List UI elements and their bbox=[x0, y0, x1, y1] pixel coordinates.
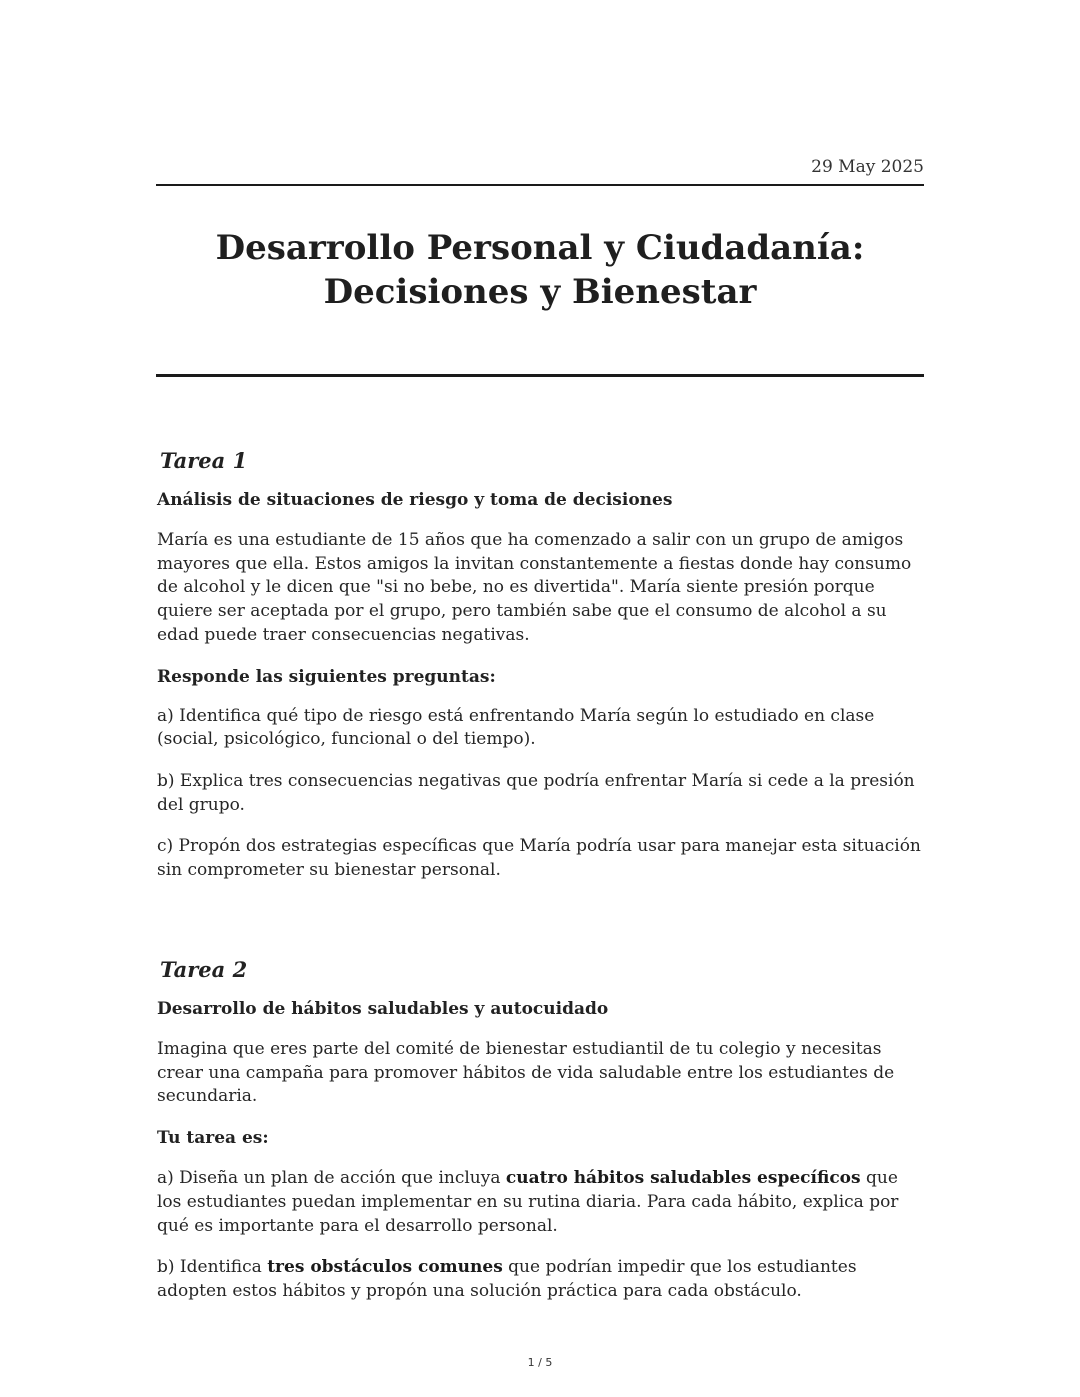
page-number: 1 / 5 bbox=[527, 1356, 553, 1369]
task-2-question-b-emphasis: tres obstáculos comunes bbox=[267, 1257, 503, 1278]
task-2-question-b-text-end: que podrían impedir que los estudiantes adopten estos hábitos y propón una solución práctica para cada obstáculo. bbox=[157, 1257, 857, 1301]
task-1-question-c: c) Propón dos estrategias específicas que María podría usar para manejar esta situación sin comprometer su bienestar personal. bbox=[157, 836, 921, 881]
task-1-question-b: b) Explica tres consecuencias negativas que podría enfrentar María si cede a la presión del grupo. bbox=[157, 770, 915, 815]
task-2-prompt: Tu tarea es: bbox=[157, 1128, 269, 1149]
task-1-question-a: a) Identifica qué tipo de riesgo está enfrentando María según lo estudiado en clase (social, psicológico, funcional o del tiempo). bbox=[157, 705, 875, 750]
document-title: Desarrollo Personal y Ciudadanía: Decisiones y Bienestar bbox=[215, 228, 865, 312]
task-1-prompt: Responde las siguientes preguntas: bbox=[157, 666, 496, 687]
task-2-section bbox=[157, 956, 924, 1304]
title-divider bbox=[156, 374, 924, 377]
task-2-question-a-text: a) Diseña un plan de acción que incluya bbox=[157, 1168, 506, 1189]
task-2-intro: Imagina que eres parte del comité de bienestar estudiantil de tu colegio y necesitas crear una campaña para promover hábitos de vida saludable entre los estudiantes de secundaria. bbox=[157, 1039, 895, 1107]
document-date: 29 May 2025 bbox=[811, 157, 924, 177]
task-2-heading: Tarea 2 bbox=[160, 957, 248, 982]
task-1-heading: Tarea 1 bbox=[160, 448, 248, 473]
task-2-subheading: Desarrollo de hábitos saludables y autocuidado bbox=[157, 999, 609, 1019]
task-2-question-a-emphasis: cuatro hábitos saludables específicos bbox=[505, 1168, 861, 1189]
task-1-subheading: Análisis de situaciones de riesgo y toma de decisiones bbox=[157, 490, 673, 510]
task-1-intro: María es una estudiante de 15 años que ha comenzado a salir con un grupo de amigos mayores que ella. Estos amigos la invitan constantemente a fiestas donde hay consumo de alcohol y le dicen que "si no bebe, no es divertida". María siente presión porque quiere ser aceptada por el grupo, pero también sabe que el consumo de alcohol a su edad puede traer consecuencias negativas. bbox=[157, 530, 912, 645]
task-2-question-b-text: b) Identifica bbox=[157, 1257, 268, 1278]
task-2-question-a-text-end: que los estudiantes puedan implementar en su rutina diaria. Para cada hábito, explica por qué es importante para el desarrollo personal. bbox=[157, 1168, 899, 1236]
task-2-question-b bbox=[157, 1256, 924, 1303]
task-2-question-a bbox=[157, 1167, 924, 1238]
header-divider bbox=[156, 184, 924, 186]
task-1-section bbox=[157, 447, 924, 883]
